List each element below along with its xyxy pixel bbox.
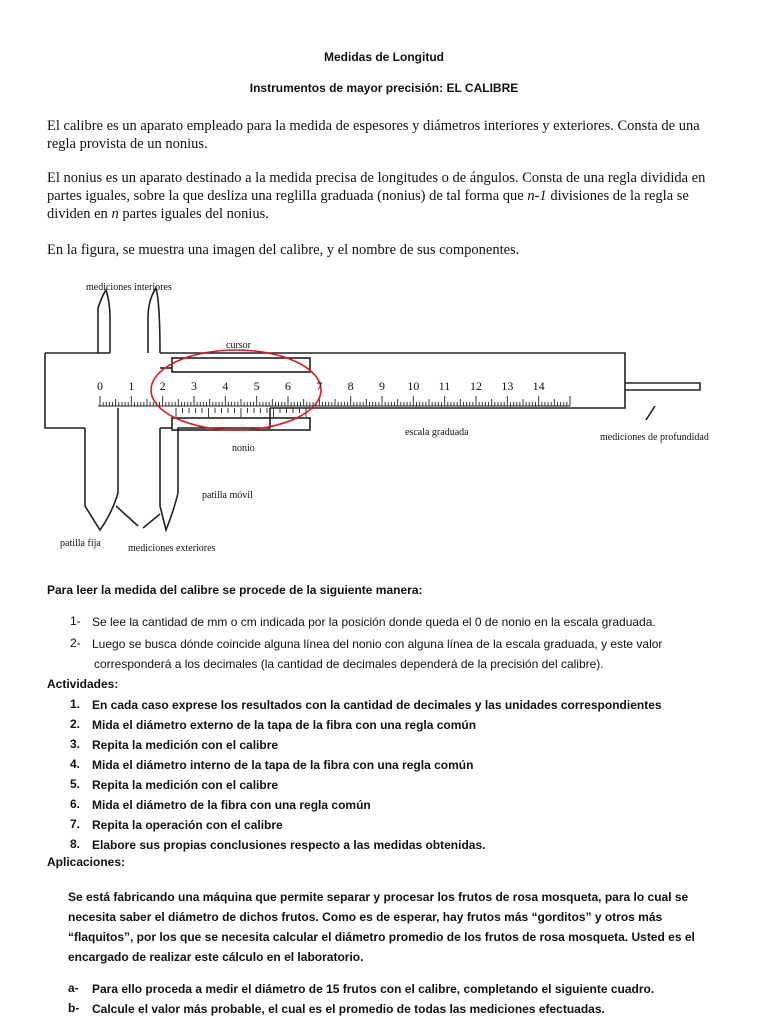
aplicaciones-item-a-number: a- <box>68 981 79 995</box>
actividad-number: 3. <box>70 737 81 751</box>
scale-number: 8 <box>347 379 354 393</box>
label-nonio: nonio <box>232 443 255 454</box>
actividad-number: 2. <box>70 717 81 731</box>
actividad-text: Elabore sus propias conclusiones respecto a las medidas obtenidas. <box>92 838 486 852</box>
aplicaciones-item-b-number: b- <box>68 1001 80 1015</box>
scale-number: 1 <box>128 379 135 393</box>
label-patilla-movil: patilla móvil <box>202 490 253 501</box>
scale-number: 13 <box>501 379 514 393</box>
actividad-number: 4. <box>70 757 81 771</box>
page-subtitle: Instrumentos de mayor precisión: EL CALIBRE <box>249 81 519 95</box>
scale-number: 10 <box>407 379 420 393</box>
scale-number: 4 <box>222 379 229 393</box>
actividad-number: 7. <box>70 817 81 831</box>
label-mediciones-profundidad: mediciones de profundidad <box>600 432 709 443</box>
page-title: Medidas de Longitud <box>324 50 444 64</box>
actividad-text: Repita la medición con el calibre <box>92 738 279 752</box>
actividad-text: En cada caso exprese los resultados con la cantidad de decimales y las unidades correspondientes <box>92 698 662 712</box>
label-escala-graduada: escala graduada <box>405 427 469 438</box>
actividad-number: 1. <box>70 697 81 711</box>
aplicaciones-heading: Aplicaciones: <box>47 855 126 869</box>
scale-number: 12 <box>470 379 482 393</box>
aplicaciones-line-3: “flaquitos”, por los que se necesita calcular el diámetro promedio de los frutos de rosa mosqueta. Usted es el <box>68 930 695 944</box>
scale-number: 11 <box>438 379 451 393</box>
scale-number: 6 <box>285 379 291 393</box>
aplicaciones-item-b-text: Calcule el valor más probable, el cual es el promedio de todas las mediciones efectuadas. <box>92 1002 605 1016</box>
aplicaciones-line-2: necesita saber el diámetro de dichos frutos. Como es de esperar, hay frutos más “gorditos” y otros más <box>68 910 663 924</box>
actividad-text: Repita la operación con el calibre <box>92 818 283 832</box>
step-1-text: Se lee la cantidad de mm o cm indicada por la posición donde queda el 0 de nonio en la escala graduada. <box>92 615 656 629</box>
scale-number: 5 <box>253 379 260 393</box>
aplicaciones-item-a-text: Para ello proceda a medir el diámetro de 15 frutos con el calibre, completando el siguiente cuadro. <box>92 982 655 996</box>
step-2-number: 2- <box>70 636 81 650</box>
reading-heading: Para leer la medida del calibre se procede de la siguiente manera: <box>47 583 423 597</box>
actividad-number: 5. <box>70 777 81 791</box>
scale-number: 9 <box>379 379 385 393</box>
scale-number: 7 <box>316 379 323 393</box>
aplicaciones-line-4: encargado de realizar este cálculo en el laboratorio. <box>68 950 364 964</box>
paragraph-calibre: El calibre es un aparato empleado para la medida de espesores y diámetros interiores y exteriores. Consta de una regla provista de un nonius. <box>47 118 700 152</box>
caliper-figure <box>40 278 720 568</box>
step-2-text: Luego se busca dónde coincide alguna línea del nonio con alguna línea de la escala graduada, y este valor <box>92 637 663 651</box>
label-mediciones-interiores: mediciones interiores <box>86 282 172 293</box>
actividad-text: Mida el diámetro interno de la tapa de la fibra con una regla común <box>92 758 474 772</box>
actividad-number: 8. <box>70 837 81 851</box>
label-mediciones-exteriores: mediciones exteriores <box>128 543 216 554</box>
scale-number: 0 <box>97 379 103 393</box>
scale-number: 14 <box>532 379 545 393</box>
step-1-number: 1- <box>70 614 81 628</box>
actividades-heading: Actividades: <box>47 677 119 691</box>
actividad-text: Mida el diámetro externo de la tapa de la fibra con una regla común <box>92 718 477 732</box>
actividad-text: Mida el diámetro de la fibra con una regla común <box>92 798 371 812</box>
label-patilla-fija: patilla fija <box>60 538 101 549</box>
scale-number: 3 <box>191 379 197 393</box>
label-cursor: cursor <box>226 340 251 351</box>
aplicaciones-line-1: Se está fabricando una máquina que permite separar y procesar los frutos de rosa mosqueta, para lo cual se <box>68 890 689 904</box>
actividad-number: 6. <box>70 797 81 811</box>
step-2-continuation: corresponderá a los decimales (la cantidad de decimales dependerá de la precisión del calibre). <box>94 657 604 671</box>
scale-number: 2 <box>159 379 166 393</box>
paragraph-figure-intro: En la figura, se muestra una imagen del calibre, y el nombre de sus componentes. <box>47 242 520 258</box>
actividad-text: Repita la medición con el calibre <box>92 778 279 792</box>
paragraph-nonius: El nonius es un aparato destinado a la medida precisa de longitudes o de ángulos. Consta de una regla dividida en partes iguales, sobre la que desliza una reglilla graduada (nonius) de tal forma que n-1 divisiones de la regla se dividen en n partes iguales del nonius. <box>47 170 706 222</box>
